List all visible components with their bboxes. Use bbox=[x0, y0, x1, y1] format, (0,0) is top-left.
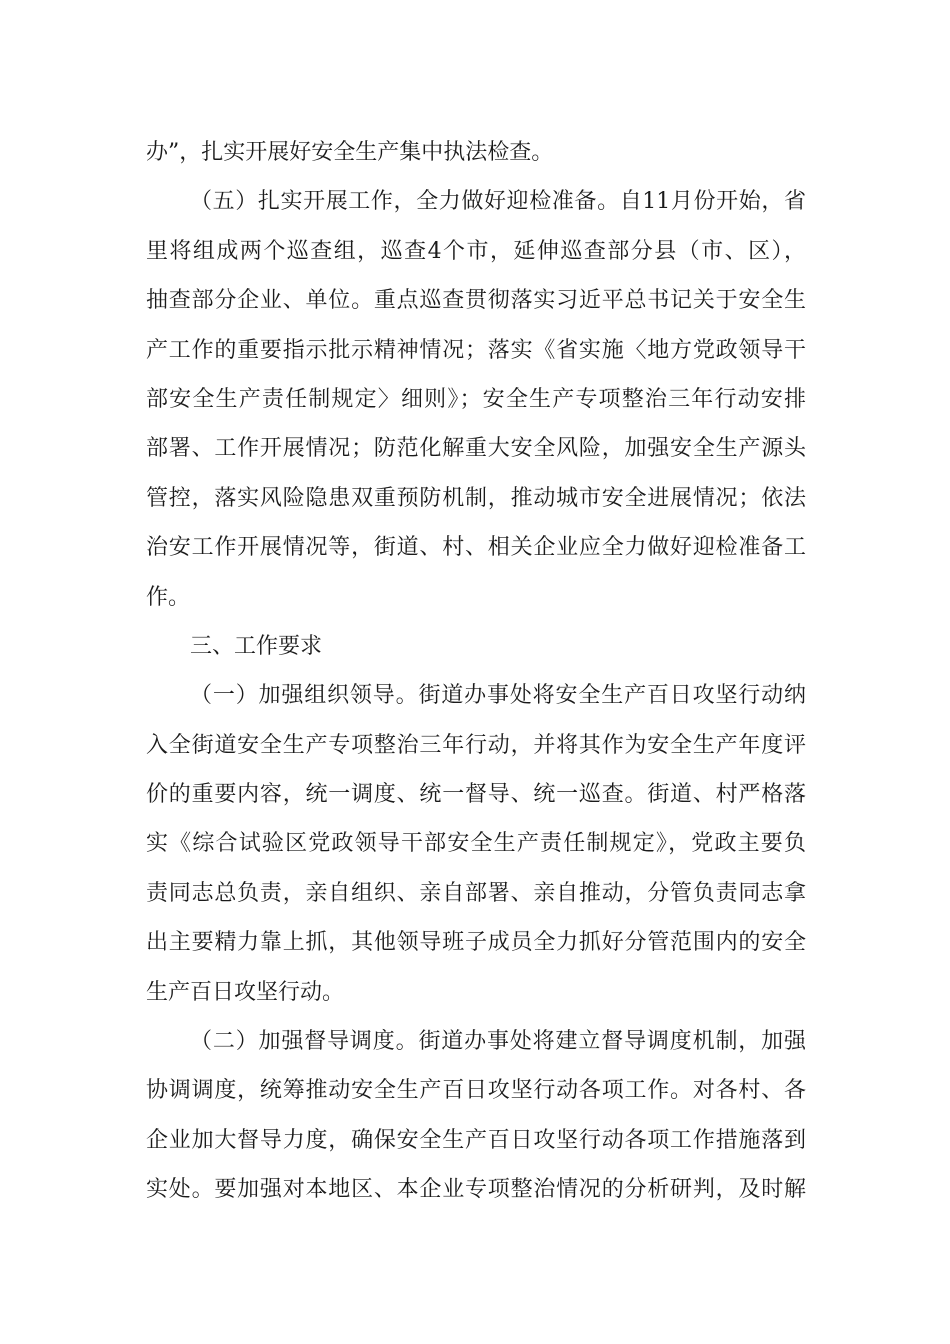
text-line: 企业加大督导力度，确保安全生产百日攻坚行动各项工作措施落到 bbox=[146, 1127, 806, 1153]
text-line: 责同志总负责，亲自组织、亲自部署、亲自推动，分管负责同志拿 bbox=[146, 880, 806, 906]
document-body bbox=[146, 128, 806, 1215]
text-line: 实《综合试验区党政领导干部安全生产责任制规定》，党政主要负 bbox=[146, 831, 806, 857]
text-line: （二）加强督导调度。街道办事处将建立督导调度机制，加强 bbox=[190, 1029, 806, 1055]
text-line: 办”，扎实开展好安全生产集中执法检查。 bbox=[146, 140, 554, 165]
text-line: 价的重要内容，统一调度、统一督导、统一巡查。街道、村严格落 bbox=[146, 782, 806, 808]
text-line: 部安全生产责任制规定〉细则》；安全生产专项整治三年行动安排 bbox=[146, 386, 806, 412]
text-line: 产工作的重要指示批示精神情况；落实《省实施〈地方党政领导干 bbox=[146, 337, 806, 363]
text-line: 管控，落实风险隐患双重预防机制，推动城市安全进展情况；依法 bbox=[146, 485, 806, 511]
text-line: （五）扎实开展工作，全力做好迎检准备。自11月份开始，省 bbox=[190, 189, 806, 215]
text-line: （一）加强组织领导。街道办事处将安全生产百日攻坚行动纳 bbox=[190, 683, 806, 709]
text-line: 入全街道安全生产专项整治三年行动，并将其作为安全生产年度评 bbox=[146, 732, 806, 758]
text-line: 里将组成两个巡查组，巡查4个市，延伸巡查部分县（市、区）， bbox=[146, 238, 806, 264]
text-line: 生产百日攻坚行动。 bbox=[146, 979, 345, 1005]
text-line: 协调调度，统筹推动安全生产百日攻坚行动各项工作。对各村、各 bbox=[146, 1078, 806, 1104]
text-line: 三、工作要求 bbox=[190, 633, 323, 659]
text-line: 部署、工作开展情况；防范化解重大安全风险，加强安全生产源头 bbox=[146, 436, 806, 462]
text-line: 出主要精力靠上抓，其他领导班子成员全力抓好分管范围内的安全 bbox=[146, 930, 806, 956]
text-line: 实处。要加强对本地区、本企业专项整治情况的分析研判，及时解 bbox=[146, 1177, 806, 1203]
text-line: 作。 bbox=[146, 584, 191, 610]
text-line: 抽查部分企业、单位。重点巡查贯彻落实习近平总书记关于安全生 bbox=[146, 288, 806, 314]
text-line: 治安工作开展情况等，街道、村、相关企业应全力做好迎检准备工 bbox=[146, 535, 806, 561]
